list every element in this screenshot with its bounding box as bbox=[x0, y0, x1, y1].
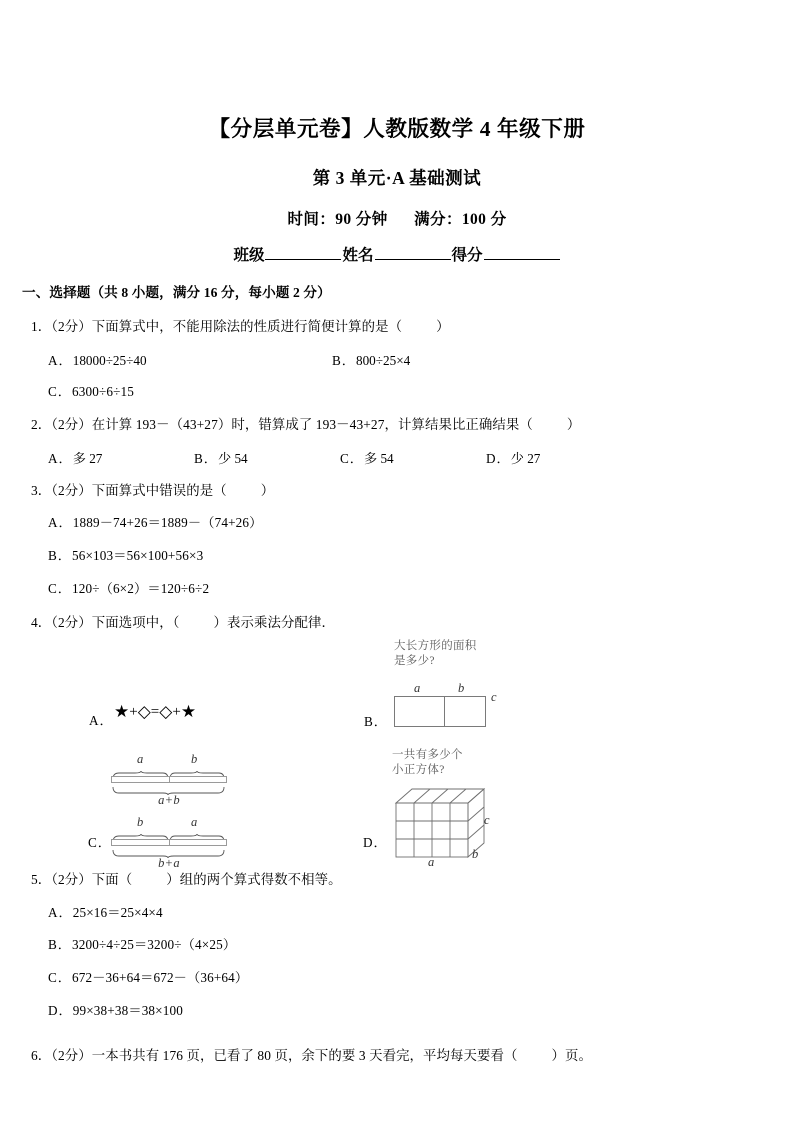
option-item[interactable] bbox=[48, 935, 794, 955]
rectangle-divider bbox=[444, 697, 445, 726]
label-a: a bbox=[414, 680, 421, 695]
option-item[interactable] bbox=[48, 448, 194, 467]
option-text: 800÷25×4 bbox=[355, 352, 411, 368]
question-1-points: （2分） bbox=[51, 319, 92, 335]
brace-icon bbox=[111, 787, 227, 796]
label-a: a bbox=[428, 854, 435, 869]
option-label: C． bbox=[340, 450, 364, 466]
option-row bbox=[48, 448, 794, 467]
field-label-class: 班级 bbox=[233, 246, 265, 264]
bar2-top-labels bbox=[111, 815, 227, 830]
option-item[interactable] bbox=[48, 579, 794, 599]
label-c: c bbox=[491, 689, 497, 704]
option-text: 1889－74+26＝1889－（74+26） bbox=[72, 515, 263, 531]
cube-grid-icon bbox=[392, 783, 496, 863]
option-b-label: B． bbox=[364, 714, 388, 730]
question-3-text-end: ） bbox=[260, 482, 275, 498]
option-d-caption: 一共有多少个 小正方体? bbox=[392, 749, 463, 776]
question-5: 5．（2分）下面（ ）组的两个算式得数不相等。 bbox=[31, 872, 342, 888]
bar2-lower-brace bbox=[111, 846, 227, 855]
question-6-number: 6 bbox=[31, 1047, 38, 1063]
option-label: C． bbox=[48, 970, 72, 986]
bar2-upper-braces bbox=[111, 830, 227, 839]
question-2: 2．（2分）在计算 193－（43+27）时，错算成了 193－43+27，计算结果比正确结果（ ） bbox=[31, 417, 581, 433]
section-heading-choice: 一、选择题（共 8 小题，满分 16 分，每小题 2 分） bbox=[22, 284, 331, 300]
field-label-score: 得分 bbox=[451, 246, 483, 264]
option-b-figure[interactable] bbox=[394, 639, 497, 727]
option-item[interactable] bbox=[486, 448, 632, 467]
option-a-label: A． bbox=[89, 713, 114, 729]
question-3-text: 下面算式中错误的是（ bbox=[91, 482, 227, 498]
question-4: 4．（2分）下面选项中，（ ）表示乘法分配律． bbox=[31, 614, 335, 630]
cube-diagram bbox=[392, 783, 496, 867]
page-title: 【分层单元卷】人教版数学 4 年级下册 bbox=[208, 117, 586, 141]
option-item[interactable] bbox=[48, 1001, 794, 1021]
field-blank-class[interactable] bbox=[265, 245, 341, 260]
option-text: 672－36+64＝672－（36+64） bbox=[71, 970, 249, 986]
option-label: A． bbox=[48, 352, 73, 368]
star-icon: ★ bbox=[180, 702, 197, 722]
option-text: 25×16＝25×4×4 bbox=[72, 904, 163, 920]
equals-sign: = bbox=[150, 704, 160, 721]
diamond-icon: ◇ bbox=[159, 702, 173, 722]
bar1-divider bbox=[169, 777, 170, 782]
score-label: 满分：100 分 bbox=[414, 210, 507, 228]
question-4-figure-options bbox=[0, 636, 794, 871]
option-row bbox=[48, 350, 794, 369]
field-label-name: 姓名 bbox=[342, 246, 374, 264]
bar2-divider bbox=[169, 840, 170, 845]
option-item[interactable] bbox=[48, 968, 794, 988]
question-2-options bbox=[48, 448, 794, 467]
question-1-text: 下面算式中，不能用除法的性质进行简便计算的是（ bbox=[91, 319, 403, 335]
option-item[interactable] bbox=[48, 903, 794, 923]
option-label: B． bbox=[194, 450, 218, 466]
exam-body bbox=[0, 265, 794, 1065]
option-d-figure[interactable] bbox=[392, 748, 496, 867]
rectangle-top-labels bbox=[394, 681, 490, 696]
option-c-label: C． bbox=[88, 835, 112, 851]
question-6-points: （2分） bbox=[51, 1047, 92, 1063]
bar2-sum-label: b+a bbox=[158, 856, 180, 871]
bar-diagram-1 bbox=[111, 752, 227, 808]
option-label: B． bbox=[48, 548, 72, 564]
question-4-text: 下面选项中，（ bbox=[91, 614, 180, 630]
diamond-icon: ◇ bbox=[137, 702, 151, 722]
option-a-expression[interactable] bbox=[114, 702, 196, 722]
label-a: a bbox=[191, 815, 198, 830]
question-4-number: 4 bbox=[31, 614, 38, 630]
plus-sign: + bbox=[172, 704, 181, 721]
question-5-number: 5 bbox=[31, 872, 38, 888]
option-label: A． bbox=[48, 515, 73, 531]
option-item[interactable] bbox=[48, 350, 332, 369]
question-4-points: （2分） bbox=[51, 614, 92, 630]
option-item[interactable] bbox=[48, 513, 794, 533]
question-1-number: 1 bbox=[31, 319, 38, 335]
option-label: B． bbox=[332, 352, 356, 368]
label-a: a bbox=[137, 752, 144, 767]
option-item[interactable] bbox=[332, 350, 410, 369]
bar-diagram-2 bbox=[111, 815, 227, 871]
option-label: D． bbox=[48, 1002, 73, 1018]
option-item[interactable] bbox=[340, 448, 486, 467]
plus-sign: + bbox=[129, 704, 138, 721]
page-subtitle: 第 3 单元·A 基础测试 bbox=[312, 167, 482, 188]
option-text: 多 27 bbox=[72, 450, 103, 466]
question-5-points: （2分） bbox=[51, 872, 92, 888]
question-2-text: 在计算 193－（43+27）时，错算成了 193－43+27，计算结果比正确结果（ bbox=[91, 417, 533, 433]
question-5-text-end: ）组的两个算式得数不相等。 bbox=[166, 872, 342, 888]
brace-icon bbox=[111, 850, 227, 859]
option-text: 少 54 bbox=[217, 450, 248, 466]
bar1-upper-braces bbox=[111, 767, 227, 776]
bar1-sum-label: a+b bbox=[158, 793, 180, 808]
student-fields bbox=[0, 229, 794, 265]
option-text: 120÷（6×2）＝120÷6÷2 bbox=[71, 580, 210, 596]
question-6-text: 一本书共有 176 页，已看了 80 页，余下的要 3 天看完，平均每天要看（ bbox=[91, 1047, 518, 1063]
rectangle-diagram bbox=[394, 680, 497, 727]
bar2-line bbox=[111, 839, 227, 846]
exam-meta bbox=[0, 190, 794, 229]
option-text: 18000÷25÷40 bbox=[72, 352, 147, 368]
label-b: b bbox=[137, 815, 144, 830]
option-text: 少 27 bbox=[510, 450, 541, 466]
question-2-number: 2 bbox=[31, 417, 38, 433]
question-6: 6．（2分）一本书共有 176 页，已看了 80 页，余下的要 3 天看完，平均每天要看（ ）页。 bbox=[31, 1047, 592, 1063]
option-item[interactable] bbox=[48, 546, 794, 566]
question-4-text-end: ）表示乘法分配律． bbox=[213, 614, 335, 630]
time-label: 时间：90 分钟 bbox=[287, 210, 388, 228]
question-3: 3．（2分）下面算式中错误的是（ ） bbox=[31, 482, 275, 498]
option-text: 多 54 bbox=[363, 450, 394, 466]
star-icon: ★ bbox=[114, 702, 130, 722]
question-2-points: （2分） bbox=[51, 417, 92, 433]
bar1-line bbox=[111, 776, 227, 783]
field-blank-score[interactable] bbox=[484, 245, 560, 260]
option-label: D． bbox=[486, 450, 511, 466]
field-blank-name[interactable] bbox=[375, 245, 451, 260]
question-1: 1．（2分）下面算式中，不能用除法的性质进行简便计算的是（ ） bbox=[31, 319, 450, 335]
question-3-points: （2分） bbox=[51, 482, 92, 498]
question-3-options bbox=[48, 513, 794, 598]
bar1-lower-brace bbox=[111, 783, 227, 792]
option-d-label: D． bbox=[363, 835, 388, 851]
option-text: 56×103＝56×100+56×3 bbox=[71, 548, 204, 564]
option-c-figure[interactable] bbox=[111, 752, 227, 871]
question-6-text-end: ）页。 bbox=[551, 1047, 592, 1063]
question-1-text-end: ） bbox=[436, 319, 450, 335]
question-5-options bbox=[48, 903, 794, 1021]
option-text: 99×38+38＝38×100 bbox=[72, 1002, 183, 1018]
rectangle-shape bbox=[394, 696, 486, 727]
label-c: c bbox=[484, 812, 490, 827]
option-label: C． bbox=[48, 580, 72, 596]
option-label: A． bbox=[48, 904, 73, 920]
option-text: 3200÷4÷25＝3200÷（4×25） bbox=[71, 937, 237, 953]
option-label: C． bbox=[48, 383, 72, 399]
question-5-text: 下面（ bbox=[91, 872, 133, 888]
option-item[interactable] bbox=[48, 382, 794, 402]
option-b-caption: 大长方形的面积 是多少? bbox=[394, 640, 477, 667]
option-label: A． bbox=[48, 450, 73, 466]
option-label: B． bbox=[48, 937, 72, 953]
label-b: b bbox=[472, 846, 479, 861]
bar1-top-labels bbox=[111, 752, 227, 767]
question-3-number: 3 bbox=[31, 482, 38, 498]
option-item[interactable] bbox=[194, 448, 340, 467]
question-2-text-end: ） bbox=[566, 417, 581, 433]
label-b: b bbox=[191, 752, 198, 767]
question-1-options bbox=[48, 350, 794, 402]
option-text: 6300÷6÷15 bbox=[71, 383, 134, 399]
label-b: b bbox=[458, 680, 465, 695]
